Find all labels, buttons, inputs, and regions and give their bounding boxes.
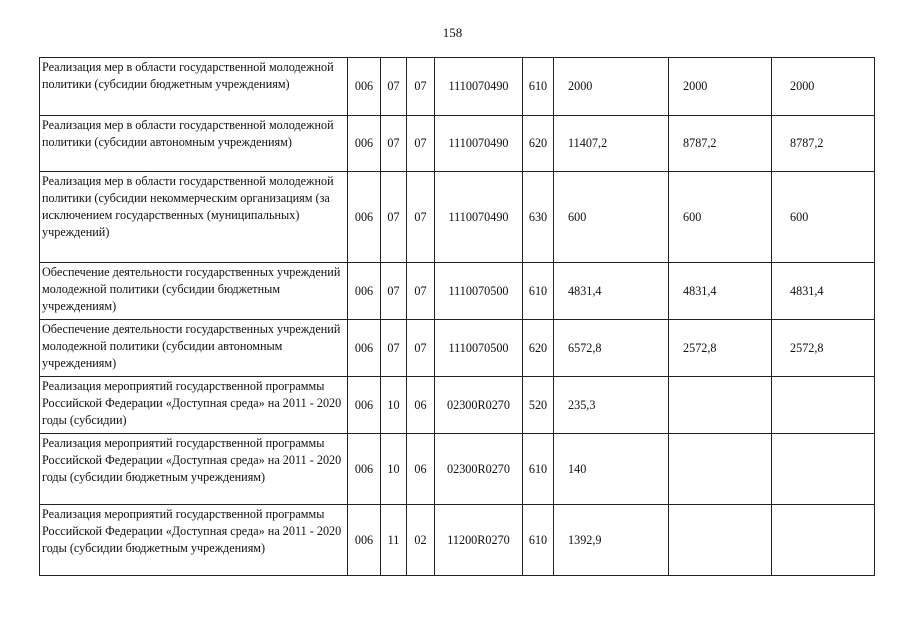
table-row [40,434,875,505]
row-description: Реализация мер в области государственной молодежной политики (субсидии автономным учреждениям) [40,116,348,172]
amount-year-1: 2000 [554,58,669,116]
section-code: 11 [381,505,407,576]
department-code: 006 [348,58,381,116]
subsection-code: 06 [407,434,435,505]
table-row [40,377,875,434]
row-description: Обеспечение деятельности государственных учреждений молодежной политики (субсидии бюджетным учреждениям) [40,263,348,320]
amount-year-1: 6572,8 [554,320,669,377]
row-description: Обеспечение деятельности государственных учреждений молодежной политики (субсидии автономным учреждениям) [40,320,348,377]
page-number: 158 [442,25,463,40]
row-description: Реализация мероприятий государственной программы Российской Федерации «Доступная среда» на 2011 - 2020 годы (субсидии бюджетным учреждениям) [40,434,348,505]
section-code: 07 [381,263,407,320]
subsection-code: 07 [407,263,435,320]
table-row [40,263,875,320]
target-article-code: 02300R0270 [435,434,523,505]
subsection-code: 07 [407,58,435,116]
row-description: Реализация мероприятий государственной программы Российской Федерации «Доступная среда» на 2011 - 2020 годы (субсидии) [40,377,348,434]
table-row [40,320,875,377]
row-description: Реализация мер в области государственной молодежной политики (субсидии бюджетным учреждениям) [40,58,348,116]
target-article-code: 1110070490 [435,172,523,263]
amount-year-2: 2572,8 [669,320,772,377]
expense-type-code: 620 [523,320,554,377]
amount-year-2: 8787,2 [669,116,772,172]
table-row [40,58,875,116]
expense-type-code: 520 [523,377,554,434]
amount-year-2: 600 [669,172,772,263]
department-code: 006 [348,377,381,434]
amount-year-2 [669,505,772,576]
target-article-code: 1110070490 [435,58,523,116]
amount-year-1: 600 [554,172,669,263]
amount-year-3: 2572,8 [772,320,875,377]
amount-year-3 [772,505,875,576]
target-article-code: 1110070500 [435,320,523,377]
department-code: 006 [348,116,381,172]
table-row [40,116,875,172]
expense-type-code: 630 [523,172,554,263]
expense-type-code: 610 [523,263,554,320]
target-article-code: 1110070490 [435,116,523,172]
department-code: 006 [348,434,381,505]
target-article-code: 1110070500 [435,263,523,320]
department-code: 006 [348,320,381,377]
expense-type-code: 620 [523,116,554,172]
section-code: 10 [381,377,407,434]
department-code: 006 [348,263,381,320]
amount-year-3: 8787,2 [772,116,875,172]
amount-year-1: 140 [554,434,669,505]
subsection-code: 07 [407,320,435,377]
amount-year-1: 1392,9 [554,505,669,576]
expense-type-code: 610 [523,58,554,116]
amount-year-2: 4831,4 [669,263,772,320]
amount-year-3 [772,434,875,505]
subsection-code: 02 [407,505,435,576]
amount-year-3: 2000 [772,58,875,116]
amount-year-2 [669,434,772,505]
section-code: 07 [381,320,407,377]
row-description: Реализация мероприятий государственной программы Российской Федерации «Доступная среда» на 2011 - 2020 годы (субсидии бюджетным учреждениям) [40,505,348,576]
amount-year-2 [669,377,772,434]
section-code: 07 [381,116,407,172]
expense-type-code: 610 [523,505,554,576]
section-code: 10 [381,434,407,505]
amount-year-1: 11407,2 [554,116,669,172]
amount-year-2: 2000 [669,58,772,116]
department-code: 006 [348,172,381,263]
subsection-code: 07 [407,172,435,263]
subsection-code: 06 [407,377,435,434]
section-code: 07 [381,58,407,116]
section-code: 07 [381,172,407,263]
table-row [40,172,875,263]
expense-type-code: 610 [523,434,554,505]
department-code: 006 [348,505,381,576]
amount-year-3: 600 [772,172,875,263]
target-article-code: 02300R0270 [435,377,523,434]
amount-year-3: 4831,4 [772,263,875,320]
amount-year-1: 235,3 [554,377,669,434]
amount-year-3 [772,377,875,434]
target-article-code: 11200R0270 [435,505,523,576]
budget-table [39,57,875,576]
table-row [40,505,875,576]
row-description: Реализация мер в области государственной молодежной политики (субсидии некоммерческим организациям (за исключением государственных (муниципальных) учреждений) [40,172,348,263]
amount-year-1: 4831,4 [554,263,669,320]
subsection-code: 07 [407,116,435,172]
